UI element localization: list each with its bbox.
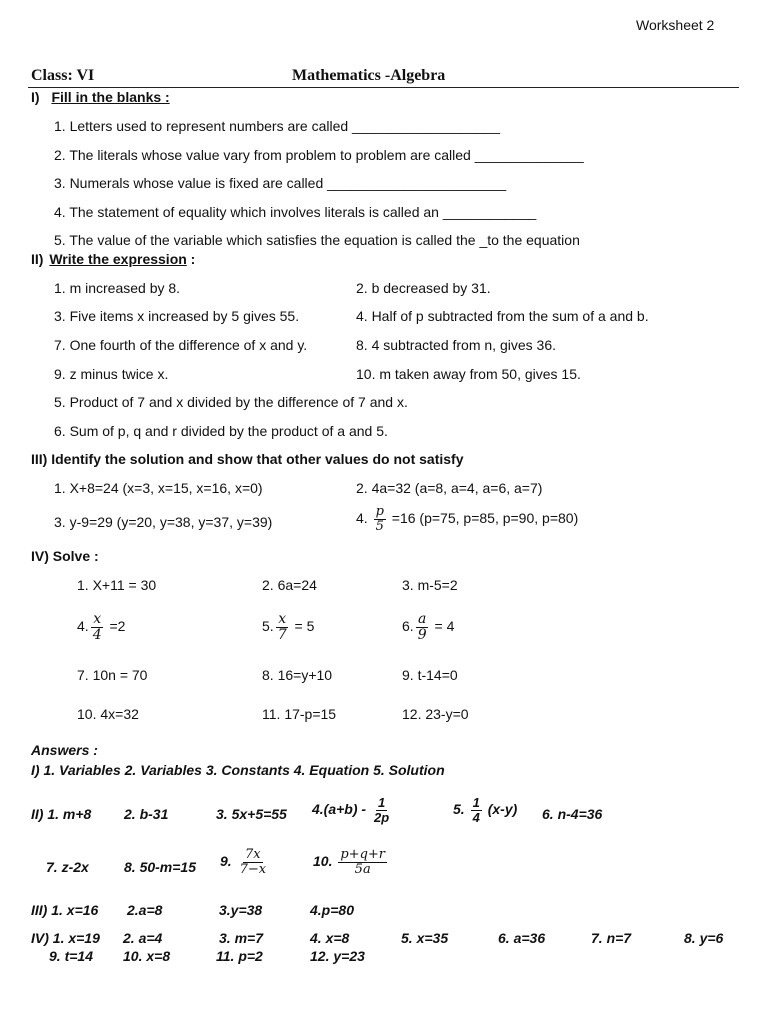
fraction-numerator: p+q+r	[340, 847, 386, 862]
fraction-numerator: p	[375, 504, 384, 519]
section2-number: II)	[31, 251, 44, 267]
answer-2-5	[453, 796, 517, 824]
section4-heading: IV) Solve :	[31, 548, 99, 564]
answer-2-4-fraction	[372, 796, 391, 824]
expr-item-7: 7. One fourth of the difference of x and y.	[54, 337, 308, 353]
solve-item-5-rest: = 5	[290, 617, 315, 634]
solve-item-1: 1. X+11 = 30	[77, 577, 157, 593]
expr-item-5: 5. Product of 7 and x divided by the difference of 7 and x.	[54, 394, 408, 410]
expr-item-10: 10. m taken away from 50, gives 15.	[356, 366, 581, 382]
fraction-numerator: x	[93, 611, 102, 627]
answer-2-7: 7. z-2x	[46, 859, 89, 875]
answer-2-10	[313, 848, 389, 876]
identify-item-1: 1. X+8=24 (x=3, x=15, x=16, x=0)	[54, 480, 263, 496]
answer-3-3: 3.y=38	[219, 902, 263, 918]
fraction-numerator: a	[417, 611, 427, 627]
solve-item-4	[77, 612, 125, 642]
answer-2-5-fraction	[471, 796, 482, 824]
fill-item-1: 1. Letters used to represent numbers are called ___________________	[54, 118, 500, 134]
solve-item-5-number: 5.	[262, 617, 274, 634]
answer-2-5-suffix: (x-y)	[487, 800, 518, 817]
answer-4-11: 11. p=2	[216, 948, 263, 964]
identify-item-4-number: 4.	[356, 509, 368, 526]
answer-4-1: IV) 1. x=19	[31, 930, 100, 946]
fraction-denominator: 7	[277, 626, 287, 643]
expr-item-2: 2. b decreased by 31.	[356, 280, 491, 296]
answer-2-9-prefix: 9.	[220, 852, 232, 869]
solve-item-4-rest: =2	[105, 617, 126, 634]
answer-3-4: 4.p=80	[310, 902, 354, 918]
answer-4-8: 8. y=6	[684, 930, 724, 946]
solve-item-3: 3. m-5=2	[402, 577, 458, 593]
answer-2-1: II) 1. m+8	[31, 806, 92, 822]
header-rule	[28, 87, 739, 88]
section2-colon: :	[186, 251, 196, 267]
answer-2-2: 2. b-31	[124, 806, 169, 822]
solve-item-7: 7. 10n = 70	[77, 667, 148, 683]
solve-item-6-fraction	[416, 612, 429, 642]
answer-4-12: 12. y=23	[310, 948, 365, 964]
class-label: Class: VI	[31, 67, 95, 84]
expr-item-9: 9. z minus twice x.	[54, 366, 169, 382]
answer-4-9: 9. t=14	[49, 948, 93, 964]
solve-item-4-fraction	[91, 612, 104, 642]
answer-4-3: 3. m=7	[219, 930, 263, 946]
expr-item-3: 3. Five items x increased by 5 gives 55.	[54, 308, 300, 324]
answer-2-9-fraction	[238, 848, 269, 876]
solve-item-5-fraction	[276, 612, 289, 642]
answer-4-4: 4. x=8	[310, 930, 350, 946]
fill-item-5: 5. The value of the variable which satisfies the equation is called the _to the equation	[54, 232, 580, 248]
solve-item-6-rest: = 4	[430, 617, 455, 634]
section1-number: I)	[31, 89, 40, 105]
answer-4-6: 6. a=36	[498, 930, 546, 946]
answer-2-6: 6. n-4=36	[542, 806, 603, 822]
answer-2-3: 3. 5x+5=55	[216, 806, 287, 822]
expr-item-6: 6. Sum of p, q and r divided by the product of a and 5.	[54, 423, 388, 439]
fill-item-4: 4. The statement of equality which involves literals is called an ____________	[54, 204, 537, 220]
answer-2-5-prefix: 5.	[453, 800, 465, 817]
solve-item-2: 2. 6a=24	[262, 577, 317, 593]
section1-title: Fill in the blanks :	[51, 89, 170, 105]
solve-item-8: 8. 16=y+10	[262, 667, 333, 683]
subject-title: Mathematics -Algebra	[292, 67, 446, 84]
fraction-numerator: x	[278, 611, 287, 627]
answer-2-4	[312, 796, 393, 824]
fraction-denominator: 7−x	[239, 861, 267, 877]
fraction-denominator: 4	[472, 809, 480, 825]
answers-section1: I) 1. Variables 2. Variables 3. Constants 4. Equation 5. Solution	[31, 762, 445, 778]
answer-2-4-prefix: 4.(a+b) -	[312, 800, 367, 817]
fraction-numerator: 1	[377, 795, 386, 810]
expr-item-1: 1. m increased by 8.	[54, 280, 181, 296]
section2-title: Write the expression	[49, 251, 187, 267]
solve-item-12: 12. 23-y=0	[402, 706, 469, 722]
section1-heading	[31, 89, 170, 105]
solve-item-10: 10. 4x=32	[77, 706, 139, 722]
identify-item-4	[356, 505, 578, 533]
answer-2-8: 8. 50-m=15	[124, 859, 196, 875]
answer-3-2: 2.a=8	[127, 902, 163, 918]
section3-heading: III) Identify the solution and show that other values do not satisfy	[31, 451, 464, 467]
solve-item-4-number: 4.	[77, 617, 89, 634]
answer-2-10-fraction	[338, 848, 387, 876]
fraction-denominator: 9	[417, 626, 427, 643]
expr-item-4: 4. Half of p subtracted from the sum of a and b.	[356, 308, 649, 324]
solve-item-9: 9. t-14=0	[402, 667, 458, 683]
answer-4-10: 10. x=8	[123, 948, 171, 964]
identify-item-4-fraction	[374, 505, 386, 533]
answers-heading: Answers :	[31, 742, 98, 758]
answer-3-1: III) 1. x=16	[31, 902, 99, 918]
solve-item-5	[262, 612, 314, 642]
solve-item-11: 11. 17-p=15	[262, 706, 337, 722]
fraction-denominator: 4	[92, 626, 102, 643]
answer-2-9	[220, 848, 270, 876]
identify-item-3: 3. y-9=29 (y=20, y=38, y=37, y=39)	[54, 514, 273, 530]
identify-item-2: 2. 4a=32 (a=8, a=4, a=6, a=7)	[356, 480, 543, 496]
fraction-denominator: 2p	[373, 809, 390, 825]
answer-4-7: 7. n=7	[591, 930, 632, 946]
identify-item-4-rest: =16 (p=75, p=85, p=90, p=80)	[391, 509, 579, 526]
section2-heading	[31, 251, 195, 267]
fill-item-3: 3. Numerals whose value is fixed are called _______________________	[54, 175, 507, 191]
fraction-numerator: 1	[472, 795, 480, 810]
fraction-denominator: 5a	[354, 861, 371, 877]
worksheet-label: Worksheet 2	[636, 17, 715, 33]
solve-item-6	[402, 612, 454, 642]
fraction-numerator: 7x	[245, 847, 261, 862]
answer-2-10-prefix: 10.	[313, 852, 333, 869]
answer-4-5: 5. x=35	[401, 930, 449, 946]
answer-4-2: 2. a=4	[123, 930, 163, 946]
fill-item-2: 2. The literals whose value vary from problem to problem are called ______________	[54, 147, 584, 163]
fraction-denominator: 5	[375, 518, 384, 534]
solve-item-6-number: 6.	[402, 617, 414, 634]
expr-item-8: 8. 4 subtracted from n, gives 36.	[356, 337, 556, 353]
